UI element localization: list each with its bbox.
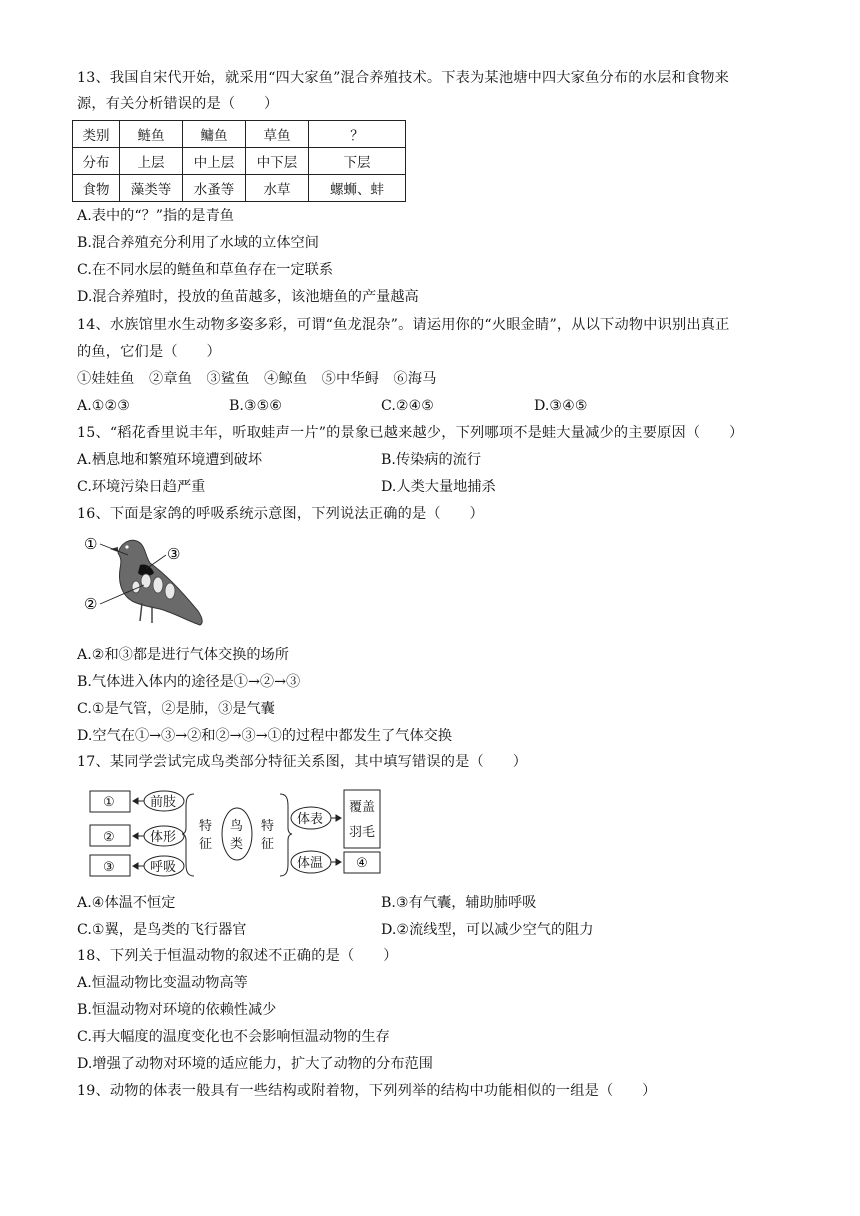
table-cell: 上层 bbox=[120, 148, 183, 175]
q14-option-c[interactable]: C.②④⑤ bbox=[381, 398, 435, 414]
diagram-box-1: ① bbox=[103, 795, 115, 810]
table-cell: 下层 bbox=[309, 148, 406, 175]
q14-stem-line1: 14、水族馆里水生动物多姿多彩，可谓“鱼龙混杂”。请运用你的“火眼金睛”，从以下动物中识别出真正 bbox=[77, 317, 730, 333]
table-cell: 中上层 bbox=[183, 148, 246, 175]
q17-stem: 17、某同学尝试完成鸟类部分特征关系图，其中填写错误的是（ ） bbox=[77, 754, 528, 770]
q15-option-d[interactable]: D.人类大量地捕杀 bbox=[381, 479, 496, 495]
q16-stem: 16、下面是家鸽的呼吸系统示意图，下列说法正确的是（ ） bbox=[77, 506, 484, 522]
q15-option-c[interactable]: C.环境污染日趋严重 bbox=[77, 479, 206, 495]
q13-fish-table bbox=[72, 120, 406, 202]
figure-label-3: ③ bbox=[167, 545, 181, 563]
table-cell: 分布 bbox=[73, 148, 120, 175]
table-row bbox=[73, 148, 406, 175]
q15-option-b[interactable]: B.传染病的流行 bbox=[381, 452, 482, 468]
q13-stem-line2: 源，有关分析错误的是（ ） bbox=[77, 96, 279, 112]
q18-option-b[interactable]: B.恒温动物对环境的依赖性减少 bbox=[77, 1002, 277, 1018]
diagram-label-bodyshape: 体形 bbox=[150, 830, 177, 845]
diagram-left-feature-2: 征 bbox=[199, 837, 213, 852]
q14-option-d[interactable]: D.③④⑤ bbox=[534, 398, 588, 414]
diagram-left-feature-1: 特 bbox=[199, 819, 213, 834]
table-row bbox=[73, 175, 406, 202]
q18-option-c[interactable]: C.再大幅度的温度变化也不会影响恒温动物的生存 bbox=[77, 1029, 390, 1045]
diagram-box-4: ④ bbox=[356, 856, 368, 871]
table-cell: 水草 bbox=[246, 175, 309, 202]
table-cell: 类别 bbox=[73, 121, 120, 148]
table-cell: 中下层 bbox=[246, 148, 309, 175]
diagram-right-feature-2: 征 bbox=[261, 837, 275, 852]
diagram-label-surface: 体表 bbox=[297, 812, 324, 827]
diagram-center-2: 类 bbox=[230, 837, 244, 852]
diagram-box-cover: 覆盖 bbox=[349, 800, 376, 815]
q15-stem: 15、“稻花香里说丰年，听取蛙声一片”的景象已越来越少，下列哪项不是蛙大量减少的主要原因（ ） bbox=[77, 425, 744, 441]
q17-option-a[interactable]: A.④体温不恒定 bbox=[77, 895, 176, 911]
q14-option-a[interactable]: A.①②③ bbox=[77, 398, 130, 414]
q16-option-b[interactable]: B.气体进入体内的途径是①→②→③ bbox=[77, 674, 301, 690]
q18-option-a[interactable]: A.恒温动物比变温动物高等 bbox=[77, 975, 248, 991]
bird-feature-diagram bbox=[86, 786, 386, 886]
q13-stem-line1: 13、我国自宋代开始，就采用“四大家鱼”混合养殖技术。下表为某池塘中四大家鱼分布的水层和食物来 bbox=[77, 70, 730, 86]
q13-option-b[interactable]: B.混合养殖充分利用了水域的立体空间 bbox=[77, 235, 319, 251]
q18-stem: 18、下列关于恒温动物的叙述不正确的是（ ） bbox=[77, 948, 398, 964]
diagram-label-temperature: 体温 bbox=[297, 856, 324, 871]
q17-option-b[interactable]: B.③有气囊，辅助肺呼吸 bbox=[381, 895, 537, 911]
q17-option-d[interactable]: D.②流线型，可以减少空气的阻力 bbox=[381, 922, 594, 938]
table-cell: 鲢鱼 bbox=[120, 121, 183, 148]
diagram-box-2: ② bbox=[103, 830, 115, 845]
q13-option-a[interactable]: A.表中的“？”指的是青鱼 bbox=[77, 208, 234, 224]
pigeon-respiratory-figure bbox=[80, 533, 212, 633]
table-cell: 食物 bbox=[73, 175, 120, 202]
table-row bbox=[73, 121, 406, 148]
table-cell: 草鱼 bbox=[246, 121, 309, 148]
q17-option-c[interactable]: C.①翼，是鸟类的飞行器官 bbox=[77, 922, 247, 938]
q14-animal-list: ①娃娃鱼 ②章鱼 ③鲨鱼 ④鲸鱼 ⑤中华鲟 ⑥海马 bbox=[77, 371, 437, 387]
q14-stem-line2: 的鱼，它们是（ ） bbox=[77, 344, 221, 360]
q13-option-d[interactable]: D.混合养殖时，投放的鱼苗越多，该池塘鱼的产量越高 bbox=[77, 289, 419, 305]
diagram-right-feature-1: 特 bbox=[261, 819, 275, 834]
q16-option-c[interactable]: C.①是气管，②是肺，③是气囊 bbox=[77, 701, 275, 717]
table-cell: 螺蛳、蚌 bbox=[309, 175, 406, 202]
diagram-box-feather: 羽毛 bbox=[349, 825, 376, 840]
q16-option-a[interactable]: A.②和③都是进行气体交换的场所 bbox=[77, 647, 289, 663]
q14-option-b[interactable]: B.③⑤⑥ bbox=[229, 398, 283, 414]
q15-option-a[interactable]: A.栖息地和繁殖环境遭到破坏 bbox=[77, 452, 263, 468]
table-cell: 水蚤等 bbox=[183, 175, 246, 202]
diagram-label-breathing: 呼吸 bbox=[150, 860, 177, 875]
diagram-box-3: ③ bbox=[103, 860, 115, 875]
table-cell: ？ bbox=[309, 121, 406, 148]
figure-label-1: ① bbox=[84, 535, 98, 553]
diagram-label-forelimb: 前肢 bbox=[150, 795, 177, 810]
table-cell: 鳙鱼 bbox=[183, 121, 246, 148]
figure-label-2: ② bbox=[84, 595, 98, 613]
q13-option-c[interactable]: C.在不同水层的鲢鱼和草鱼存在一定联系 bbox=[77, 262, 334, 278]
table-cell: 藻类等 bbox=[120, 175, 183, 202]
q16-option-d[interactable]: D.空气在①→③→②和②→③→①的过程中都发生了气体交换 bbox=[77, 728, 453, 744]
q19-stem: 19、动物的体表一般具有一些结构或附着物，下列列举的结构中功能相似的一组是（ ） bbox=[77, 1083, 657, 1099]
q18-option-d[interactable]: D.增强了动物对环境的适应能力，扩大了动物的分布范围 bbox=[77, 1056, 433, 1072]
diagram-center-1: 鸟 bbox=[230, 819, 244, 834]
